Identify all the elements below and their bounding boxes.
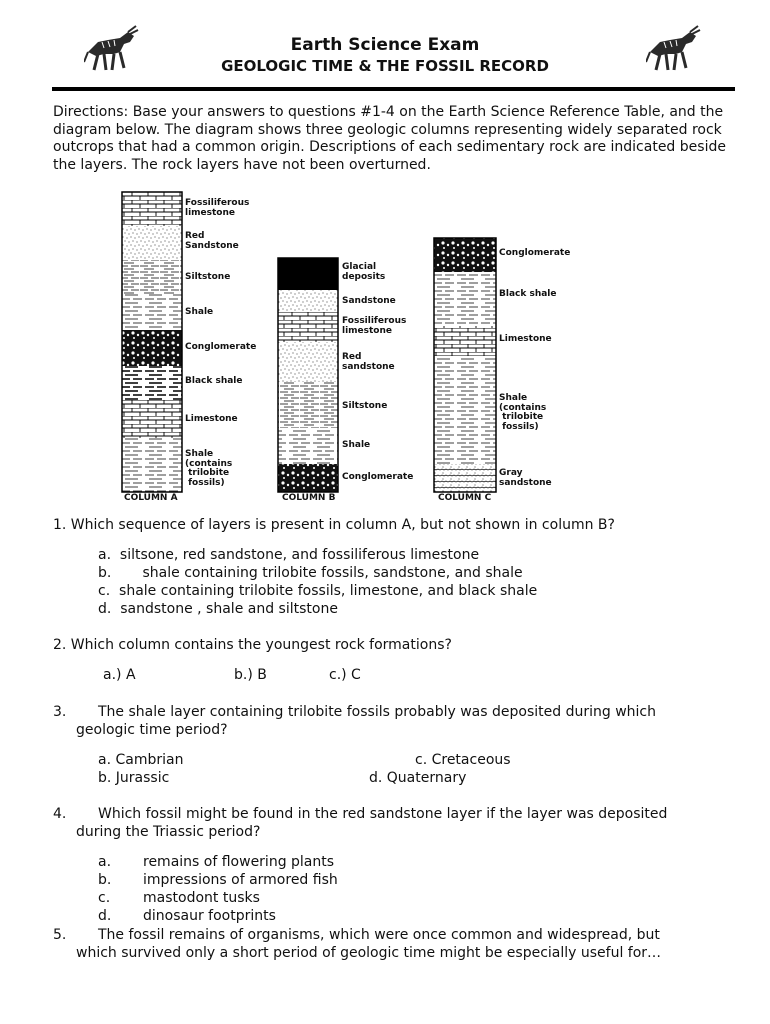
question-4-option-letter: d. (98, 908, 112, 924)
column-c-layer-label: Shale (contains trilobite fossils) (499, 393, 547, 432)
question-4-option[interactable]: mastodont tusks (143, 890, 260, 906)
question-2-option[interactable]: c.) C (329, 667, 361, 683)
question-4-option[interactable]: dinosaur footprints (143, 908, 276, 924)
column-c-layer-label: Conglomerate (499, 248, 571, 258)
column-a-layer-label: Siltstone (185, 272, 231, 282)
question-3-stem: geologic time period? (76, 722, 228, 738)
question-1-stem: 1. Which sequence of layers is present in column A, but not shown in column B? (53, 517, 615, 533)
question-3-option[interactable]: a. Cambrian (98, 752, 184, 768)
question-2-option[interactable]: b.) B (234, 667, 267, 683)
question-1-option[interactable]: b. shale containing trilobite fossils, sandstone, and shale (98, 565, 523, 581)
question-1-option[interactable]: a. siltsone, red sandstone, and fossiliferous limestone (98, 547, 480, 563)
column-c-layer-label: Black shale (499, 289, 557, 299)
column-a-layer-label: Shale (contains trilobite fossils) (185, 449, 233, 488)
question-3-option[interactable]: c. Cretaceous (415, 752, 511, 768)
column-b-layer-label: Red sandstone (342, 352, 395, 372)
column-c-layer-label: Limestone (499, 334, 552, 344)
column-b-layer-label: Glacial deposits (342, 262, 386, 282)
column-c-strata (434, 238, 496, 492)
question-3-option[interactable]: d. Quaternary (369, 770, 467, 786)
column-a-layer-label: Conglomerate (185, 342, 257, 352)
column-b-layer-label: Fossiliferous limestone (342, 316, 407, 336)
question-4-number: 4. (53, 806, 67, 822)
question-4-option[interactable]: remains of flowering plants (143, 854, 335, 870)
question-1-option[interactable]: d. sandstone , shale and siltstone (98, 601, 338, 617)
column-c-layer-label: Gray sandstone (499, 468, 552, 488)
question-3-stem: The shale layer containing trilobite fossils probably was deposited during which (98, 704, 656, 720)
column-b-title: COLUMN B (282, 493, 336, 503)
question-3-option[interactable]: b. Jurassic (98, 770, 170, 786)
column-a-layer-label: Black shale (185, 376, 243, 386)
question-4-option[interactable]: impressions of armored fish (143, 872, 338, 888)
question-4-option-letter: b. (98, 872, 112, 888)
column-b-layer-label: Sandstone (342, 296, 396, 306)
question-5-stem: which survived only a short period of geologic time might be especially useful for… (76, 945, 662, 961)
column-b-layer-label: Siltstone (342, 401, 388, 411)
column-a-layer-label: Red Sandstone (185, 231, 239, 251)
question-5-number: 5. (53, 927, 67, 943)
column-a-layer-label: Shale (185, 307, 214, 317)
question-4-stem: Which fossil might be found in the red sandstone layer if the layer was deposited (98, 806, 668, 822)
directions: Directions: Base your answers to questions #1-4 on the Earth Science Reference Table, and the diagram below. The diagram shows three geologic columns representing widely separated rock outcrops that had a common origin. Descriptions of each sedimentary rock are indicated beside the layers. The rock layers have not been overturned. (53, 104, 726, 173)
column-b-layer-label: Shale (342, 440, 371, 450)
exam-subtitle: GEOLOGIC TIME & THE FOSSIL RECORD (221, 57, 549, 75)
question-2-stem: 2. Which column contains the youngest rock formations? (53, 637, 452, 653)
column-a-layer-label: Limestone (185, 414, 238, 424)
column-c-title: COLUMN C (438, 493, 492, 503)
column-a-title: COLUMN A (124, 493, 178, 503)
question-1-option[interactable]: c. shale containing trilobite fossils, limestone, and black shale (98, 583, 538, 599)
column-b-strata (278, 258, 338, 492)
column-a-strata (122, 192, 182, 492)
question-4-option-letter: a. (98, 854, 112, 870)
question-3-number: 3. (53, 704, 67, 720)
exam-title: Earth Science Exam (290, 35, 480, 55)
question-2-option[interactable]: a.) A (103, 667, 136, 683)
question-4-option-letter: c. (98, 890, 111, 906)
question-4-stem: during the Triassic period? (76, 824, 261, 840)
column-b-layer-label: Conglomerate (342, 472, 414, 482)
question-5-stem: The fossil remains of organisms, which were once common and widespread, but (98, 927, 660, 943)
column-a-layer-label: Fossiliferous limestone (185, 198, 250, 218)
header-divider (52, 87, 735, 91)
